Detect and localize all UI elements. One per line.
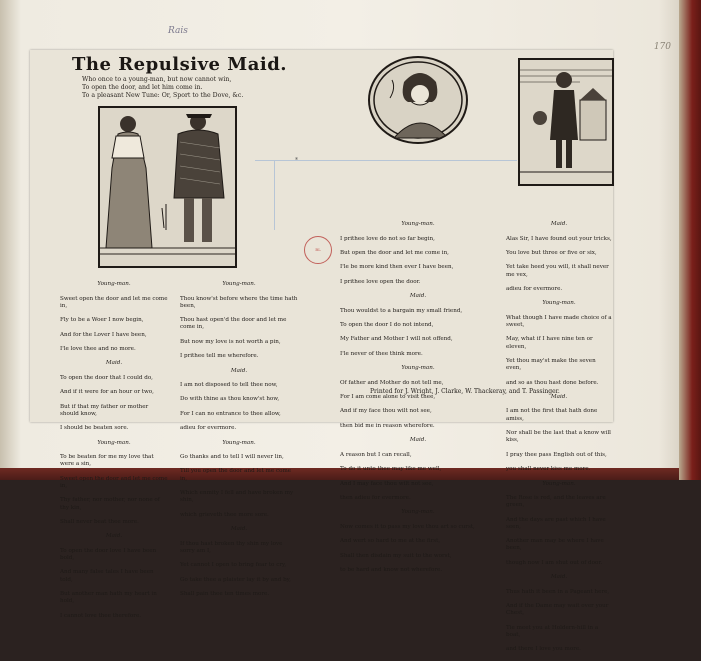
speaker-label: Maid. <box>409 437 427 444</box>
speaker-label: Young-man. <box>542 480 576 487</box>
verse-line: then bid me in reason wherefore. <box>340 422 435 429</box>
woodcut-couple-image <box>98 106 237 268</box>
verse-line: For I can no entrance to thee allow, <box>180 410 281 417</box>
verse-line: Thou know'st before where the time hath been, <box>180 295 298 309</box>
woodcut-gentleman-image <box>518 58 614 186</box>
verse-line: I am not the first that hath done amiss, <box>506 408 598 422</box>
printer-imprint: Printed for J. Wright, J. Clarke, W. Thackeray, and T. Passinger. <box>370 388 560 395</box>
subtitle-line: Who once to a young-man, but now cannot win, <box>82 76 232 83</box>
verse-line: Shall then disdain my suit to the worst, <box>340 552 452 559</box>
ballad-column-4 <box>506 214 612 661</box>
speaker-label: Young-man. <box>97 439 131 446</box>
verse-line: Another man may be where I have been, <box>506 538 604 552</box>
verse-line: I'le never of thee think more. <box>340 350 423 357</box>
verse-line: Shall never beat thee more. <box>60 518 139 525</box>
verse-line: May, what if I have nine ten or eleven, <box>506 336 593 350</box>
ballad-subtitle <box>82 76 282 100</box>
verse-line: Of father and Mother do not tell me, <box>340 379 444 386</box>
verse-line: I prithee love do not so far begin, <box>340 235 435 242</box>
speaker-label: Young-man. <box>222 439 256 446</box>
verse-line: And if the Dame may wait over your Chest, <box>506 602 609 617</box>
speaker-label: Young-man. <box>401 221 435 228</box>
verse-line: adieu for evermore. <box>506 286 563 293</box>
speaker-label: Maid. <box>550 574 568 581</box>
speaker-label: Maid. <box>105 360 123 367</box>
verse-line: I should be beaten sore. <box>60 425 129 432</box>
speaker-label: Maid. <box>550 394 568 401</box>
verse-line: adieu for evermore. <box>180 425 237 432</box>
verse-line: To do it unto thee may like me well, <box>340 466 442 473</box>
verse-line: And I may face thou wilt not see, <box>340 480 434 487</box>
speaker-label: Young-man. <box>401 509 435 516</box>
verse-line: then adieu for evermore. <box>340 494 411 501</box>
verse-line: I'le love thee and no more. <box>60 346 136 353</box>
verse-line: and there I love you more. <box>506 646 581 653</box>
verse-line: Yet cannot I open to bring fear to cry, <box>180 562 287 569</box>
verse-line: Thou hast open'd the door and let me come in, <box>180 317 287 331</box>
verse-line: You love but three or five or six, <box>506 250 597 257</box>
speaker-label: Maid. <box>230 526 248 533</box>
ballad-column-2 <box>180 274 298 605</box>
verse-line: Sweet open the door and let me come in, <box>60 295 168 309</box>
speaker-label: Young-man. <box>97 281 131 288</box>
verse-line: Now comes it to pass my love thou art so curst, <box>340 523 475 530</box>
pencil-note: Rais <box>168 26 188 36</box>
library-stamp: BL <box>304 236 332 264</box>
verse-line: Fly to be a Woer I now begin, <box>60 317 144 324</box>
verse-line: And for the Lover I have been, <box>60 331 147 338</box>
verse-line: Thy father, nor mother, nor none of thy kin, <box>60 497 160 511</box>
verse-line: Sweet open the door and let me come in, <box>60 475 168 489</box>
speaker-label: Maid. <box>105 533 123 540</box>
scan-guide-line <box>274 160 275 230</box>
book-fore-edge <box>679 0 701 480</box>
verse-line: To open the door that I could do, <box>60 374 153 381</box>
subtitle-line: To a pleasant New Tune: Or, Sport to the Dove, &c. <box>82 92 244 99</box>
ballad-column-1 <box>60 274 168 627</box>
verse-line: Thus hath it been in a Pageant here, <box>506 588 610 595</box>
speaker-label: Young-man. <box>542 300 576 307</box>
verse-line: But another man hath my heart in hold, <box>60 590 157 605</box>
verse-line: What though I have made choice of a sweet, <box>506 314 612 329</box>
verse-line: But if that my father or mother should know, <box>60 403 149 417</box>
speaker-label: Maid. <box>550 221 568 228</box>
verse-line: But now my love is not worth a pin, <box>180 338 281 345</box>
verse-line: Yet thou may'st make the seven even, <box>506 358 596 372</box>
verse-line: to be hard and know not wherefore. <box>340 566 443 573</box>
verse-line: Thou wouldst to a bargain my small friend, <box>340 307 463 314</box>
folio-number: 170 <box>653 42 671 52</box>
ballad-title: The Repulsive Maid. <box>72 54 288 75</box>
woodcut-portrait-image <box>368 56 468 144</box>
verse-line: Shall pain thee ten times more. <box>180 590 270 597</box>
verse-line: Which enmity I fell and have broken my shin, <box>180 490 294 504</box>
ballad-column-3 <box>340 214 496 581</box>
verse-line: For I am come alone to visit thee, <box>340 394 436 401</box>
speaker-label: Maid. <box>230 367 248 374</box>
subtitle-line: To open the door, and let him come in. <box>82 84 203 91</box>
verse-line: And if it were for an hour or two, <box>60 389 154 396</box>
speaker-label: Young-man. <box>222 281 256 288</box>
verse-line: I prithee love open the door. <box>340 278 421 285</box>
verse-line: Alas Sir, I have found out your tricks, <box>506 235 612 242</box>
verse-line: Till you open the door and let me come in, <box>180 468 292 482</box>
verse-line: To open the door love I have been bold, <box>60 547 157 561</box>
verse-line: To open the door I do not intend, <box>340 322 434 329</box>
verse-line: And many false tales I have been told, <box>60 569 154 583</box>
verse-line: Yet take heed you will, it shall never me vex, <box>506 264 609 278</box>
verse-line: and so as thou hast done before. <box>506 379 599 386</box>
verse-line: Go thanks and to tell I will never lin, <box>180 454 284 461</box>
verse-line: A reason but I can recall, <box>340 451 412 458</box>
verse-line: Do with thine as thou know'st how, <box>180 396 280 403</box>
verse-line: you shall never kiss me more. <box>506 466 591 473</box>
verse-line: I am not disposed to tell thee now, <box>180 382 278 389</box>
verse-line: And if my face thou wilt not see, <box>340 408 432 415</box>
speaker-label: Young-man. <box>401 365 435 372</box>
verse-line: which grieveth thee more sore. <box>180 511 269 518</box>
verse-line: I prithee tell me wherefore. <box>180 353 259 360</box>
verse-line: though now I am shut out of door. <box>506 559 603 566</box>
verse-line: To be beaten for me my love that were a sin, <box>60 454 154 468</box>
broadside-sheet <box>30 50 613 653</box>
verse-line: Go take thee a plaister lay it by and by, <box>180 576 291 583</box>
verse-line: I pray thee pass English out of this, <box>506 451 607 458</box>
verse-line: My Father and Mother I will not offend, <box>340 336 453 343</box>
verse-line: I'le be more kind then ever I have been, <box>340 264 454 271</box>
verse-line: But open the door and let me come in, <box>340 250 449 257</box>
verse-line: Tie meet you at Holdern-hill in a boat, <box>506 624 599 638</box>
verse-line: Nor shall be the last that a know will kiss, <box>506 430 611 444</box>
scan-mark: * <box>295 157 298 164</box>
speaker-label: Maid. <box>409 293 427 300</box>
verse-line: If thou hast broken thy shin my love sorry am I, <box>180 540 283 554</box>
verse-line: The Rose is red, and the leaves are green, <box>506 494 606 509</box>
verse-line: And the days are past which I have seen, <box>506 516 606 530</box>
verse-line: I cannot love thee therefore. <box>60 612 142 619</box>
verse-line: And wert so hard to me at the first, <box>340 538 441 545</box>
